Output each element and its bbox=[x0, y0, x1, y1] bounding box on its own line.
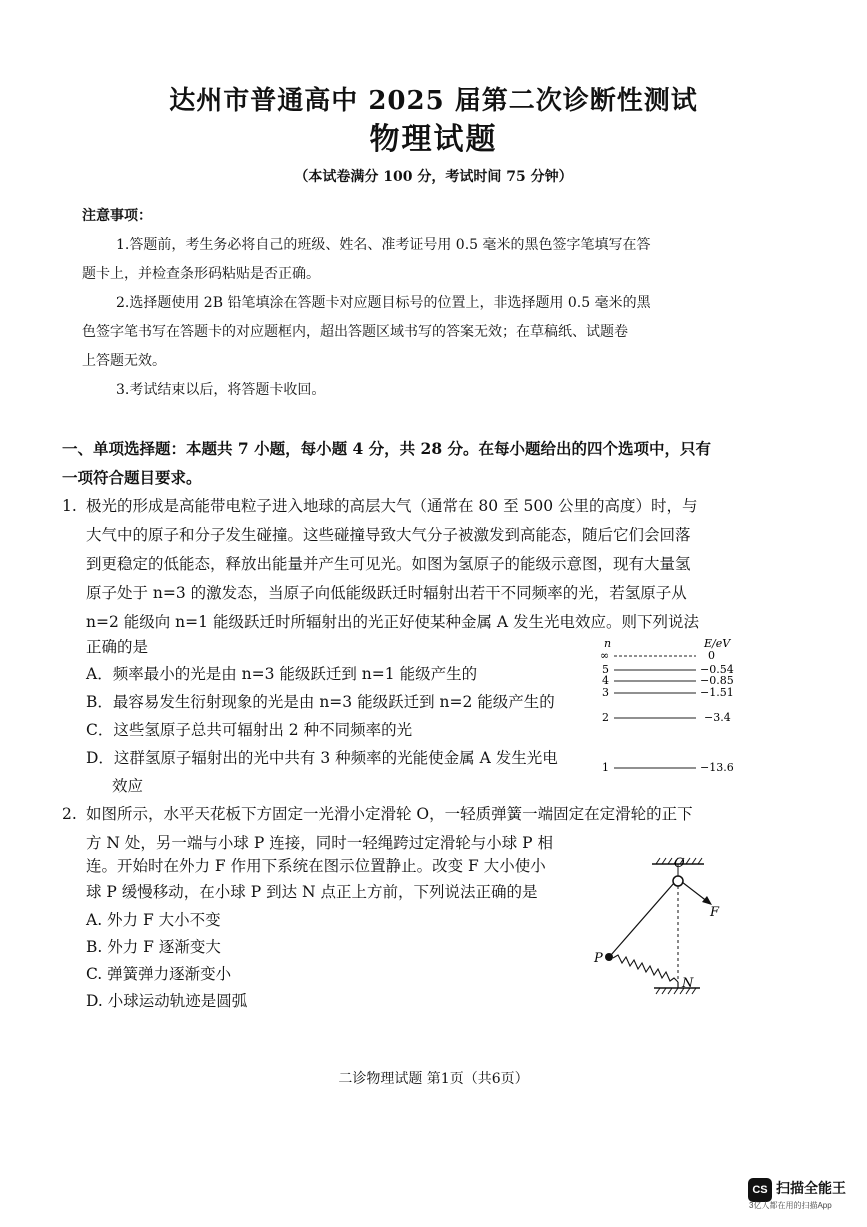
q1-option-d-line1: D．这群氢原子辐射出的光中共有 3 种频率的光能使金属 A 发生光电 bbox=[86, 749, 558, 767]
exam-subject-title: 物理试题 bbox=[369, 122, 498, 157]
energy-e-axis-label: E/eV bbox=[704, 637, 731, 650]
notes-item1-line2: 题卡上，并检查条形码粘贴是否正确。 bbox=[82, 266, 320, 282]
q1-option-c: C．这些氢原子总共可辐射出 2 种不同频率的光 bbox=[86, 721, 413, 739]
exam-info: （本试卷满分 100 分，考试时间 75 分钟） bbox=[294, 169, 573, 185]
rope-to-force bbox=[682, 882, 708, 902]
notes-item3: 3.考试结束以后，将答题卡收回。 bbox=[116, 382, 326, 398]
scanner-tagline: 3亿人都在用的扫描App bbox=[749, 1201, 832, 1210]
scanner-logo-icon: CS bbox=[748, 1178, 772, 1202]
pulley-wheel bbox=[673, 876, 683, 886]
label-f: F bbox=[710, 905, 720, 920]
ball-p bbox=[605, 953, 613, 961]
notes-item2-line3: 上答题无效。 bbox=[82, 353, 166, 369]
level-e-2: −3.4 bbox=[704, 711, 731, 724]
level-e-4: −0.85 bbox=[700, 674, 734, 687]
q1-line5: n=2 能级向 n=1 能级跃迁时所辐射出的光正好使某种金属 A 发生光电效应。则下列说法 bbox=[86, 613, 699, 631]
q2-option-d: D. 小球运动轨迹是圆弧 bbox=[86, 992, 248, 1010]
level-e-5: −0.54 bbox=[700, 663, 734, 676]
page-footer: 二诊物理试题 第1页（共6页） bbox=[338, 1071, 529, 1087]
level-n-5: 5 bbox=[602, 663, 609, 676]
q1-option-d-line2: 效应 bbox=[112, 777, 144, 795]
spring bbox=[613, 955, 678, 982]
force-arrow-head bbox=[702, 896, 712, 905]
level-n-inf: ∞ bbox=[600, 649, 610, 662]
notes-heading: 注意事项： bbox=[82, 208, 152, 224]
q1-line1: 极光的形成是高能带电粒子进入地球的高层大气（通常在 80 至 500 公里的高度）时，与 bbox=[86, 497, 698, 515]
level-n-1: 1 bbox=[602, 761, 609, 774]
q2-option-c: C. 弹簧弹力逐渐变小 bbox=[86, 965, 232, 983]
label-o: O bbox=[674, 856, 685, 871]
level-e-3: −1.51 bbox=[700, 686, 734, 699]
level-n-2: 2 bbox=[602, 711, 609, 724]
q1-option-a: A．频率最小的光是由 n=3 能级跃迁到 n=1 能级产生的 bbox=[86, 665, 478, 683]
energy-level-diagram bbox=[596, 634, 746, 778]
q1-line2: 大气中的原子和分子发生碰撞。这些碰撞导致大气分子被激发到高能态，随后它们会回落 bbox=[86, 526, 691, 544]
level-n-4: 4 bbox=[602, 674, 609, 687]
level-e-1: −13.6 bbox=[700, 761, 734, 774]
notes-item2-line1: 2.选择题使用 2B 铅笔填涂在答题卡对应题目标号的位置上，非选择题用 0.5 毫米的黑 bbox=[116, 295, 651, 311]
label-p: P bbox=[594, 951, 603, 966]
section1-heading-line1: 一、单项选择题：本题共 7 小题，每小题 4 分，共 28 分。在每小题给出的四个选项中，只有 bbox=[62, 439, 712, 458]
section1-heading-line2: 一项符合题目要求。 bbox=[62, 468, 202, 487]
q2-option-b: B. 外力 F 逐渐变大 bbox=[86, 938, 221, 956]
q2-line1: 如图所示，水平天花板下方固定一光滑小定滑轮 O，一轻质弹簧一端固定在定滑轮的正下 bbox=[86, 805, 693, 823]
q1-option-b: B．最容易发生衍射现象的光是由 n=3 能级跃迁到 n=2 能级产生的 bbox=[86, 693, 555, 711]
q2-option-a: A. 外力 F 大小不变 bbox=[86, 911, 221, 929]
level-e-inf: 0 bbox=[708, 649, 715, 662]
label-n: N bbox=[682, 976, 694, 991]
q1-line4: 原子处于 n=3 的激发态，当原子向低能级跃迁时辐射出若干不同频率的光，若氢原子从 bbox=[86, 584, 687, 602]
rope-to-ball bbox=[611, 883, 674, 955]
level-n-3: 3 bbox=[602, 686, 609, 699]
notes-item1-line1: 1.答题前，考生务必将自己的班级、姓名、准考证号用 0.5 毫米的黑色签字笔填写在答 bbox=[116, 237, 651, 253]
q2-line3: 连。开始时在外力 F 作用下系统在图示位置静止。改变 F 大小使小 bbox=[86, 857, 546, 875]
q2-line4: 球 P 缓慢移动，在小球 P 到达 N 点正上方前，下列说法正确的是 bbox=[86, 883, 538, 901]
q2-line2: 方 N 处，另一端与小球 P 连接，同时一轻绳跨过定滑轮与小球 P 相 bbox=[86, 834, 553, 852]
q2-number: 2. bbox=[62, 805, 77, 823]
scanner-app-name: 扫描全能王 bbox=[776, 1180, 846, 1196]
notes-item2-line2: 色签字笔书写在答题卡的对应题框内，超出答题区域书写的答案无效；在草稿纸、试题卷 bbox=[82, 324, 628, 340]
q1-number: 1. bbox=[62, 497, 77, 515]
pulley-spring-diagram bbox=[588, 850, 738, 1004]
q1-line6: 正确的是 bbox=[86, 638, 149, 656]
exam-header-title: 达州市普通高中 2025 届第二次诊断性测试 bbox=[169, 86, 698, 116]
q1-line3: 到更稳定的低能态，释放出能量并产生可见光。如图为氢原子的能级示意图，现有大量氢 bbox=[86, 555, 691, 573]
energy-n-axis-label: n bbox=[604, 637, 612, 650]
